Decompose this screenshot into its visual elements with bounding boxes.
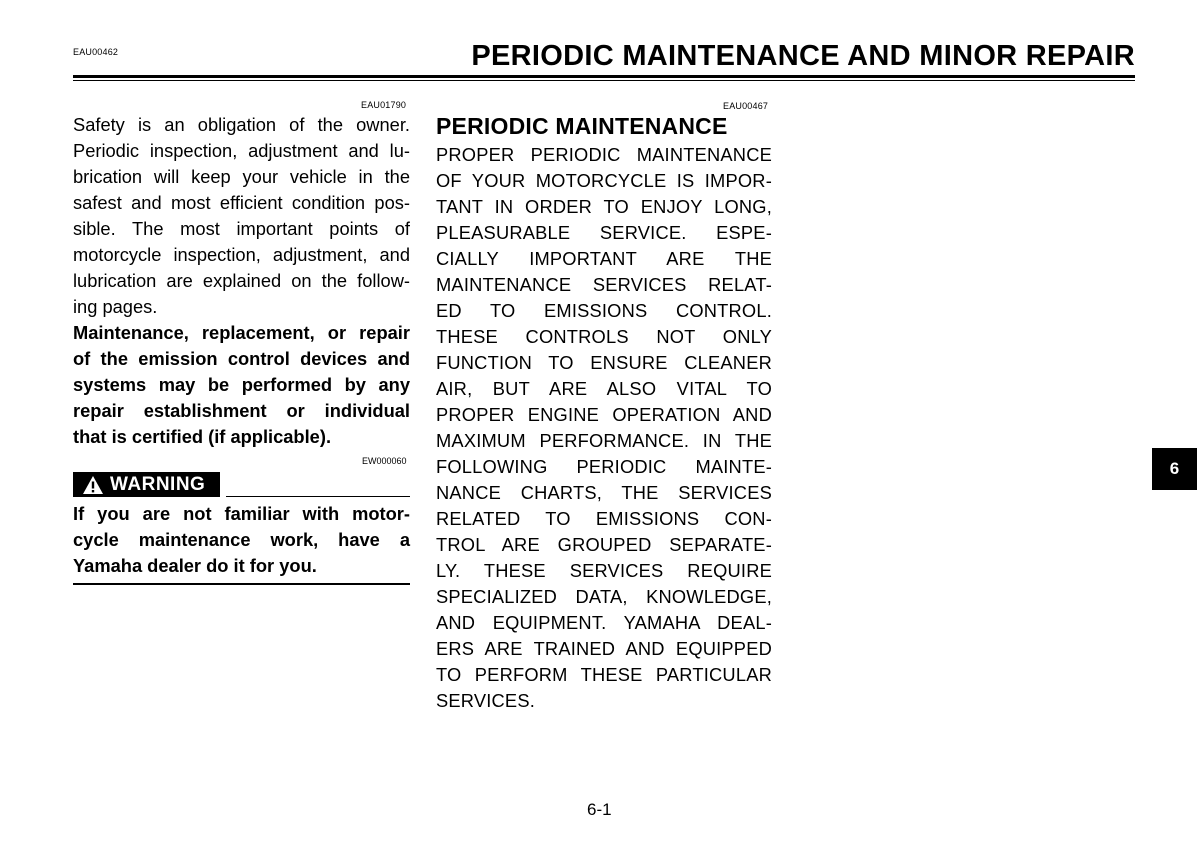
text-line: LY. THESE SERVICES REQUIRE	[436, 560, 772, 581]
left-section-code: EAU01790	[361, 100, 407, 110]
text-line: Safety is an obligation of the owner.	[73, 114, 410, 135]
warning-text	[73, 501, 410, 579]
text-line: sible. The most important points of	[73, 218, 410, 239]
text-line: repair establishment or individual	[73, 400, 410, 421]
chapter-tab: 6	[1152, 448, 1197, 490]
text-line: PLEASURABLE SERVICE. ESPE-	[436, 222, 772, 243]
text-line: of the emission control devices and	[73, 348, 410, 369]
page-number: 6-1	[587, 800, 612, 819]
warning-badge	[73, 472, 220, 497]
text-line: Maintenance, replacement, or repair	[73, 322, 410, 343]
warning-triangle-icon	[82, 475, 104, 495]
text-line: Periodic inspection, adjustment and lu-	[73, 140, 410, 161]
text-line: ERS ARE TRAINED AND EQUIPPED	[436, 638, 772, 659]
text-line: ing pages.	[73, 296, 158, 317]
text-line: brication will keep your vehicle in the	[73, 166, 410, 187]
right-section-code: EAU00467	[723, 101, 769, 111]
warning-paragraph	[73, 501, 410, 579]
text-line: TANT IN ORDER TO ENJOY LONG,	[436, 196, 772, 217]
text-line: safest and most efficient condition pos-	[73, 192, 410, 213]
text-line: FUNCTION TO ENSURE CLEANER	[436, 352, 772, 373]
emission-notice-paragraph	[73, 320, 410, 450]
text-line: FOLLOWING PERIODIC MAINTE-	[436, 456, 772, 477]
warning-code: EW000060	[362, 456, 407, 466]
text-line: AIR, BUT ARE ALSO VITAL TO	[436, 378, 772, 399]
text-line: SERVICES.	[436, 690, 535, 711]
page-title: PERIODIC MAINTENANCE AND MINOR REPAIR	[471, 40, 1135, 72]
text-line: AND EQUIPMENT. YAMAHA DEAL-	[436, 612, 772, 633]
warning-label: WARNING	[110, 473, 206, 495]
text-line: TROL ARE GROUPED SEPARATE-	[436, 534, 772, 555]
text-line: RELATED TO EMISSIONS CON-	[436, 508, 772, 529]
intro-paragraph	[73, 112, 410, 320]
left-column	[73, 112, 410, 450]
text-line: systems may be performed by any	[73, 374, 410, 395]
maintenance-notice-paragraph	[436, 142, 772, 714]
text-line: Yamaha dealer do it for you.	[73, 555, 317, 576]
warning-bottom-rule	[73, 583, 410, 585]
warning-rule	[226, 496, 410, 497]
text-line: MAXIMUM PERFORMANCE. IN THE	[436, 430, 772, 451]
text-line: SPECIALIZED DATA, KNOWLEDGE,	[436, 586, 772, 607]
text-line: THESE CONTROLS NOT ONLY	[436, 326, 772, 347]
text-line: PROPER ENGINE OPERATION AND	[436, 404, 772, 425]
text-line: CIALLY IMPORTANT ARE THE	[436, 248, 772, 269]
text-line: TO PERFORM THESE PARTICULAR	[436, 664, 772, 685]
text-line: motorcycle inspection, adjustment, and	[73, 244, 410, 265]
text-line: that is certified (if applicable).	[73, 426, 332, 447]
section-heading: PERIODIC MAINTENANCE	[436, 113, 728, 139]
text-line: PROPER PERIODIC MAINTENANCE	[436, 144, 772, 165]
text-line: OF YOUR MOTORCYCLE IS IMPOR-	[436, 170, 772, 191]
text-line: MAINTENANCE SERVICES RELAT-	[436, 274, 772, 295]
text-line: lubrication are explained on the follow-	[73, 270, 410, 291]
text-line: cycle maintenance work, have a	[73, 529, 410, 550]
right-column	[436, 112, 772, 714]
warning-header	[73, 470, 410, 500]
text-line: NANCE CHARTS, THE SERVICES	[436, 482, 772, 503]
header-divider	[73, 75, 1135, 81]
header-document-code: EAU00462	[73, 47, 119, 57]
text-line: If you are not familiar with motor-	[73, 503, 410, 524]
text-line: ED TO EMISSIONS CONTROL.	[436, 300, 772, 321]
